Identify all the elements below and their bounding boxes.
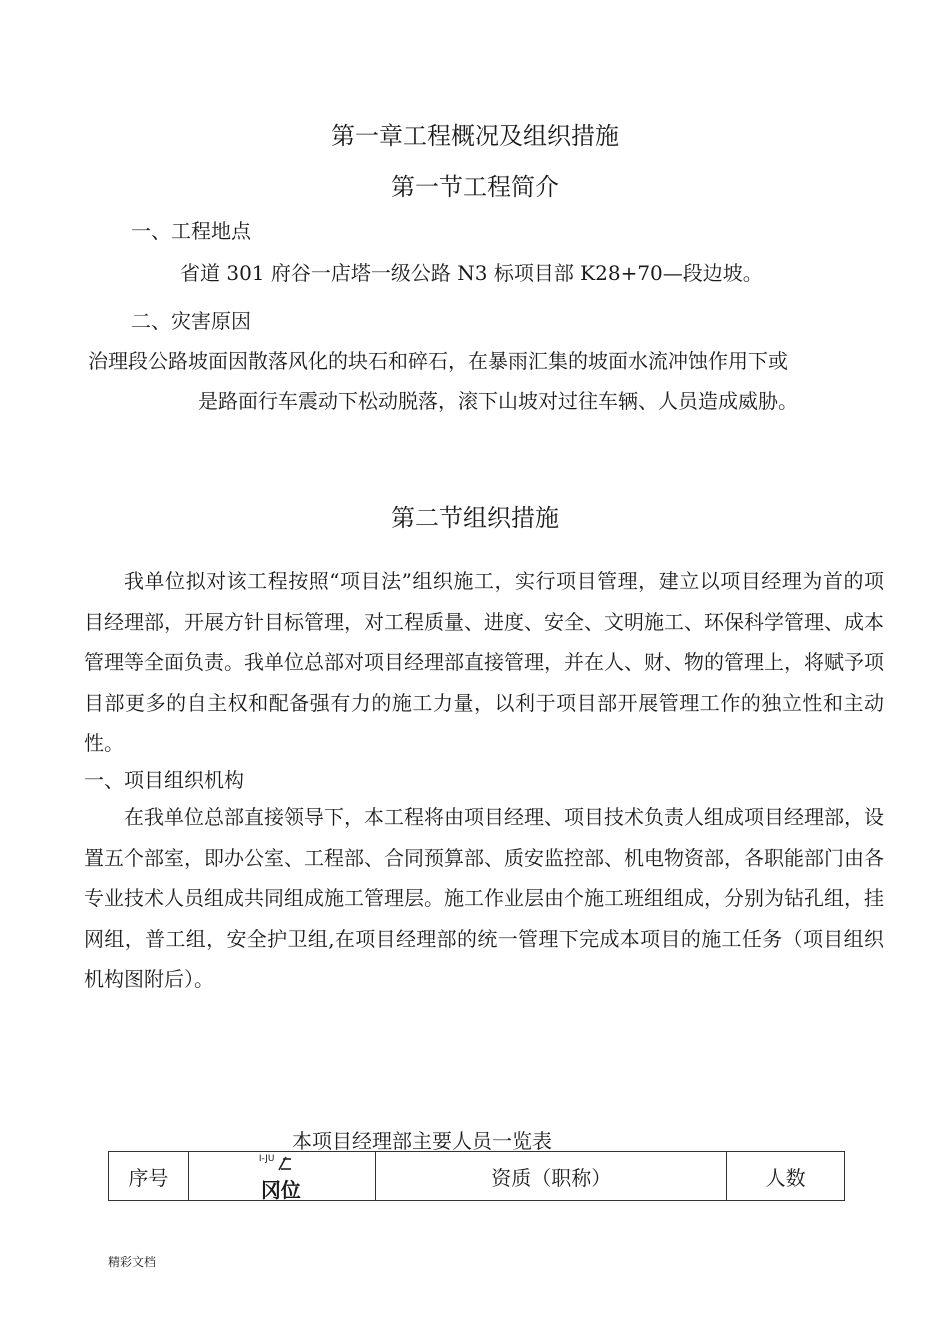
staff-table [108, 1151, 845, 1201]
table-title: 本项目经理部主要人员一览表 [292, 1129, 552, 1153]
cause-text-line2: 是路面行车震动下松动脱落，滚下山坡对过往车辆、人员造成威胁。 [198, 389, 798, 413]
header-qualification: 资质（职称） [376, 1152, 727, 1201]
table-header-row [109, 1152, 845, 1201]
footer-watermark: 精彩文档 [108, 1255, 157, 1269]
header-position-label: 冈位 [260, 1178, 301, 1202]
intro-paragraph: 我单位拟对该工程按照“项目法”组织施工，实行项目管理，建立以项目经理为首的项目经理部，开展方针目标管理，对工程质量、进度、安全、文明施工、环保科学管理、成本管理等全面负责。我单位总部对项目经理部直接管理，并在人、财、物的管理上，将赋予项目部更多的自主权和配备强有力的施工力量，以利于项目部开展管理工作的独立性和主动性。 [84, 569, 884, 755]
header-index: 序号 [109, 1152, 189, 1201]
org-paragraph: 在我单位总部直接领导下，本工程将由项目经理、项目技术负责人组成项目经理部，设置五个部室，即办公室、工程部、合同预算部、质安监控部、机电物资部，各职能部门由各专业技术人员组成共同组成施工管理层。施工作业层由个施工班组组成，分别为钻孔组，挂网组，普工组，安全护卫组,在项目经理部的统一管理下完成本项目的施工任务（项目组织机构图附后）。 [84, 805, 884, 991]
chapter-title: 第一章工程概况及组织措施 [331, 122, 619, 150]
location-text: 省道 301 府谷一店塔一级公路 N3 标项目部 K28+70—段边坡。 [180, 261, 763, 285]
section1-title: 第一节工程简介 [391, 173, 559, 201]
location-heading: 一、工程地点 [131, 219, 251, 243]
header-position-mark [277, 1155, 291, 1171]
cause-text-line1: 治理段公路坡面因散落风化的块石和碎石，在暴雨汇集的坡面水流冲蚀作用下或 [88, 349, 788, 373]
header-position-noise: I-JU [258, 1154, 275, 1164]
cause-heading: 二、灾害原因 [131, 309, 251, 333]
header-count: 人数 [727, 1152, 845, 1201]
section2-title: 第二节组织措施 [391, 504, 559, 532]
org-heading: 一、项目组织机构 [84, 768, 244, 792]
header-position [188, 1152, 375, 1201]
